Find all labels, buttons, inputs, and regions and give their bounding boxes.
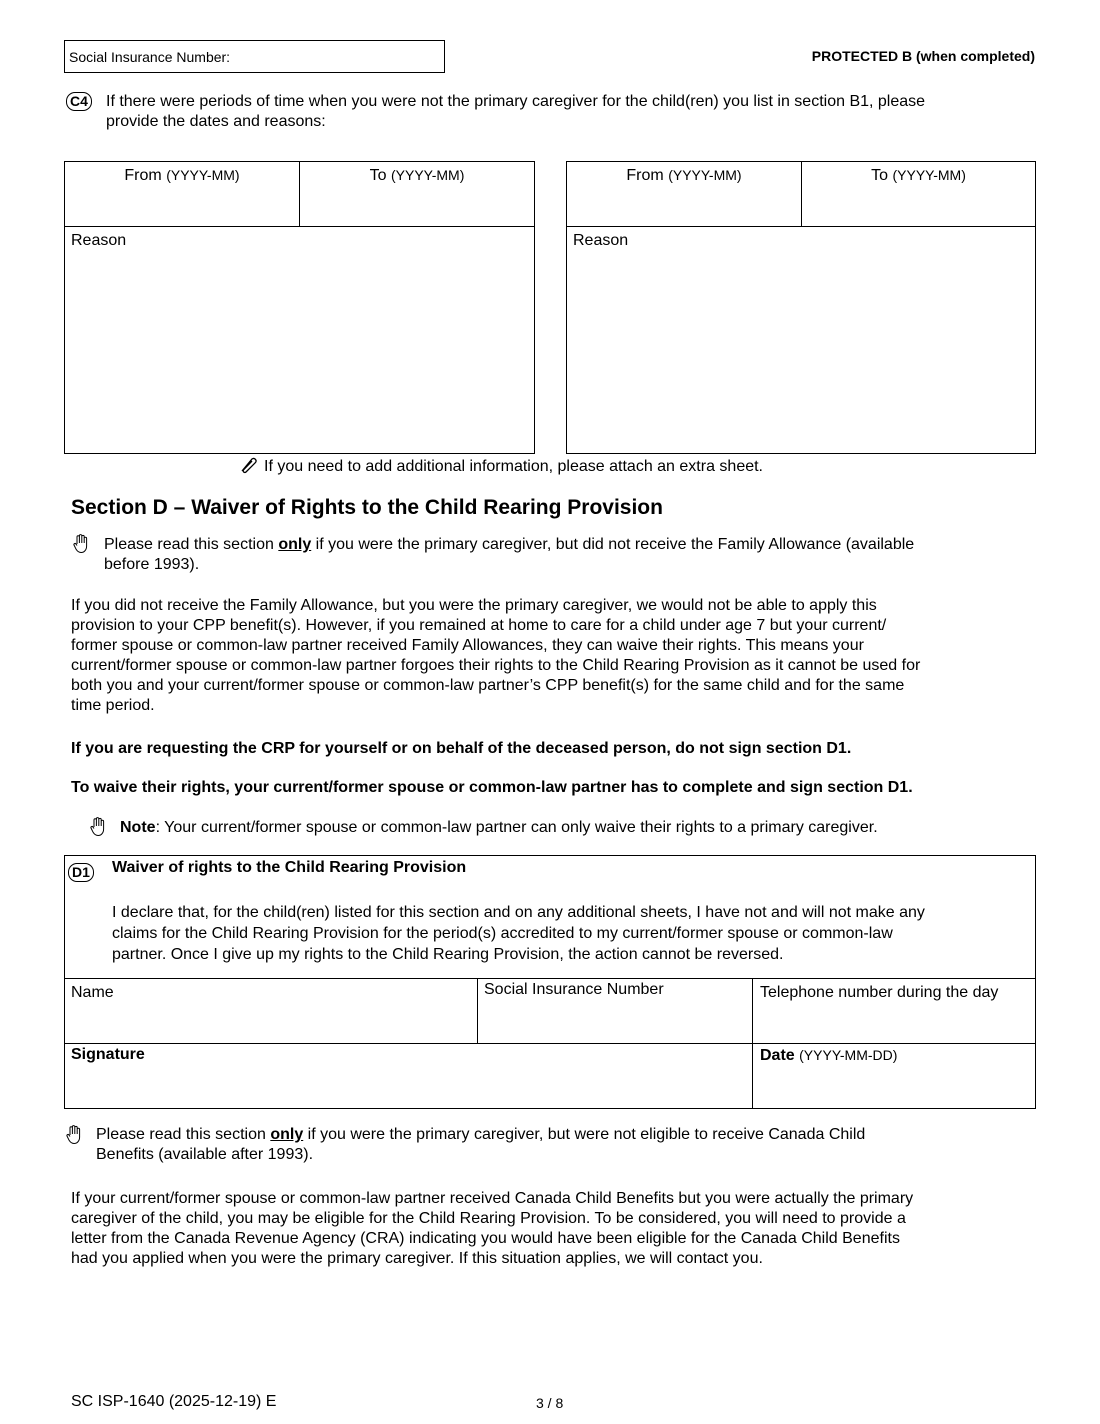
read-note-text: if you were the primary caregiver, but did not receive the Family Allowance (available: [311, 536, 915, 553]
from-format: (YYYY-MM): [668, 167, 742, 183]
paragraph-line: former spouse or common-law partner received Family Allowances, they can waive their rights. This means your: [71, 637, 864, 654]
ccb-read-note: [96, 1125, 1036, 1165]
paragraph-line: both you and your current/former spouse or common-law partner’s CPP benefit(s) for the same child and for the same: [71, 677, 905, 694]
from-field-2[interactable]: [567, 162, 802, 227]
read-note-text: Please read this section: [96, 1126, 271, 1143]
name-label: Name: [71, 984, 114, 1001]
note-line: [120, 819, 878, 837]
period-table-2: [566, 161, 1036, 454]
from-format: (YYYY-MM): [166, 167, 240, 183]
date-format: (YYYY-MM-DD): [799, 1047, 898, 1063]
read-note-only: only: [270, 1126, 304, 1143]
name-field[interactable]: [65, 978, 478, 1043]
from-field-1[interactable]: [65, 162, 300, 227]
telephone-field[interactable]: [753, 978, 1035, 1043]
c4-question: [106, 92, 1036, 132]
to-label: To: [871, 167, 889, 184]
hand-pointer-icon: [65, 1125, 83, 1150]
reason-label: Reason: [573, 232, 629, 249]
attach-note: [238, 456, 763, 479]
crp-sign-warning: If you are requesting the CRP for yourself or on behalf of the deceased person, do not sign section D1.: [71, 740, 852, 757]
paragraph-line: had you applied when you were the primary caregiver. If this situation applies, we will contact you.: [71, 1250, 763, 1267]
hand-pointer-icon: [72, 534, 90, 559]
c4-badge: C4: [66, 92, 92, 111]
paragraph-line: current/former spouse or common-law partner forgoes their rights to the Child Rearing Provision as it cannot be used for: [71, 657, 921, 674]
paragraph-line: provision to your CPP benefit(s). However, if you remained at home to care for a child under age 7 but your current/: [71, 617, 887, 634]
signature-field[interactable]: [65, 1043, 753, 1108]
d1-title: Waiver of rights to the Child Rearing Provision: [112, 859, 467, 876]
date-label: Date: [760, 1047, 795, 1064]
read-note-text: if you were the primary caregiver, but were not eligible to receive Canada Child: [303, 1126, 866, 1143]
form-id: SC ISP-1640 (2025-12-19) E: [71, 1393, 277, 1410]
section-d-paragraph: [71, 596, 1036, 716]
sin-label: Social Insurance Number: [484, 981, 664, 998]
telephone-label: Telephone number during the day: [760, 984, 999, 1001]
to-field-1[interactable]: [300, 162, 534, 227]
to-label: To: [369, 167, 387, 184]
paragraph-line: time period.: [71, 697, 155, 714]
d1-waiver-form: [64, 855, 1036, 1109]
d1-declaration: [112, 902, 1032, 965]
note-label: Note: [120, 819, 156, 836]
sin-field[interactable]: [64, 40, 445, 73]
declaration-line: I declare that, for the child(ren) listed for this section and on any additional sheets, I have not and will not make any: [112, 904, 925, 921]
d1-badge: D1: [68, 863, 94, 882]
paragraph-line: If your current/former spouse or common-law partner received Canada Child Benefits but you were actually the primary: [71, 1190, 914, 1207]
sin-d1-field[interactable]: [478, 978, 753, 1043]
date-field[interactable]: [753, 1043, 1035, 1108]
hand-pointer-icon: [89, 817, 107, 842]
note-text: : Your current/former spouse or common-law partner can only waive their rights to a primary caregiver.: [155, 819, 878, 836]
paragraph-line: caregiver of the child, you may be eligible for the Child Rearing Provision. To be considered, you will need to provide a: [71, 1210, 906, 1227]
from-label: From: [124, 167, 162, 184]
from-label: From: [626, 167, 664, 184]
paragraph-line: letter from the Canada Revenue Agency (CRA) indicating you would have been eligible for the Canada Child Benefits: [71, 1230, 900, 1247]
signature-label: Signature: [71, 1046, 145, 1063]
paragraph-line: If you did not receive the Family Allowance, but you were the primary caregiver, we would not be able to apply this: [71, 597, 877, 614]
page-number: 3 / 8: [536, 1395, 564, 1411]
section-d-title: Section D – Waiver of Rights to the Child Rearing Provision: [71, 496, 663, 519]
paperclip-icon: [238, 456, 258, 479]
reason-field-1[interactable]: [65, 227, 534, 453]
to-format: (YYYY-MM): [892, 167, 966, 183]
sin-label: Social Insurance Number:: [69, 49, 231, 65]
waive-instruction: To waive their rights, your current/former spouse or common-law partner has to complete and sign section D1.: [71, 779, 913, 796]
protected-label: PROTECTED B (when completed): [811, 48, 1035, 64]
period-table-1: [64, 161, 535, 454]
declaration-line: partner. Once I give up my rights to the Child Rearing Provision, the action cannot be reversed.: [112, 946, 784, 963]
read-note-text: Please read this section: [104, 536, 279, 553]
read-note-only: only: [278, 536, 312, 553]
attach-note-text: If you need to add additional information, please attach an extra sheet.: [264, 458, 763, 475]
read-note-text: Benefits (available after 1993).: [96, 1146, 314, 1163]
reason-label: Reason: [71, 232, 127, 249]
reason-field-2[interactable]: [567, 227, 1035, 453]
read-note-text: before 1993).: [104, 556, 200, 573]
ccb-paragraph: [71, 1189, 1036, 1269]
declaration-line: claims for the Child Rearing Provision for the period(s) accredited to my current/former spouse or common-law: [112, 925, 893, 942]
c4-line-1: If there were periods of time when you were not the primary caregiver for the child(ren) you list in section B1, please: [106, 93, 926, 110]
c4-line-2: provide the dates and reasons:: [106, 113, 326, 130]
to-field-2[interactable]: [802, 162, 1035, 227]
to-format: (YYYY-MM): [390, 167, 465, 183]
section-d-read-note: [104, 535, 1034, 575]
